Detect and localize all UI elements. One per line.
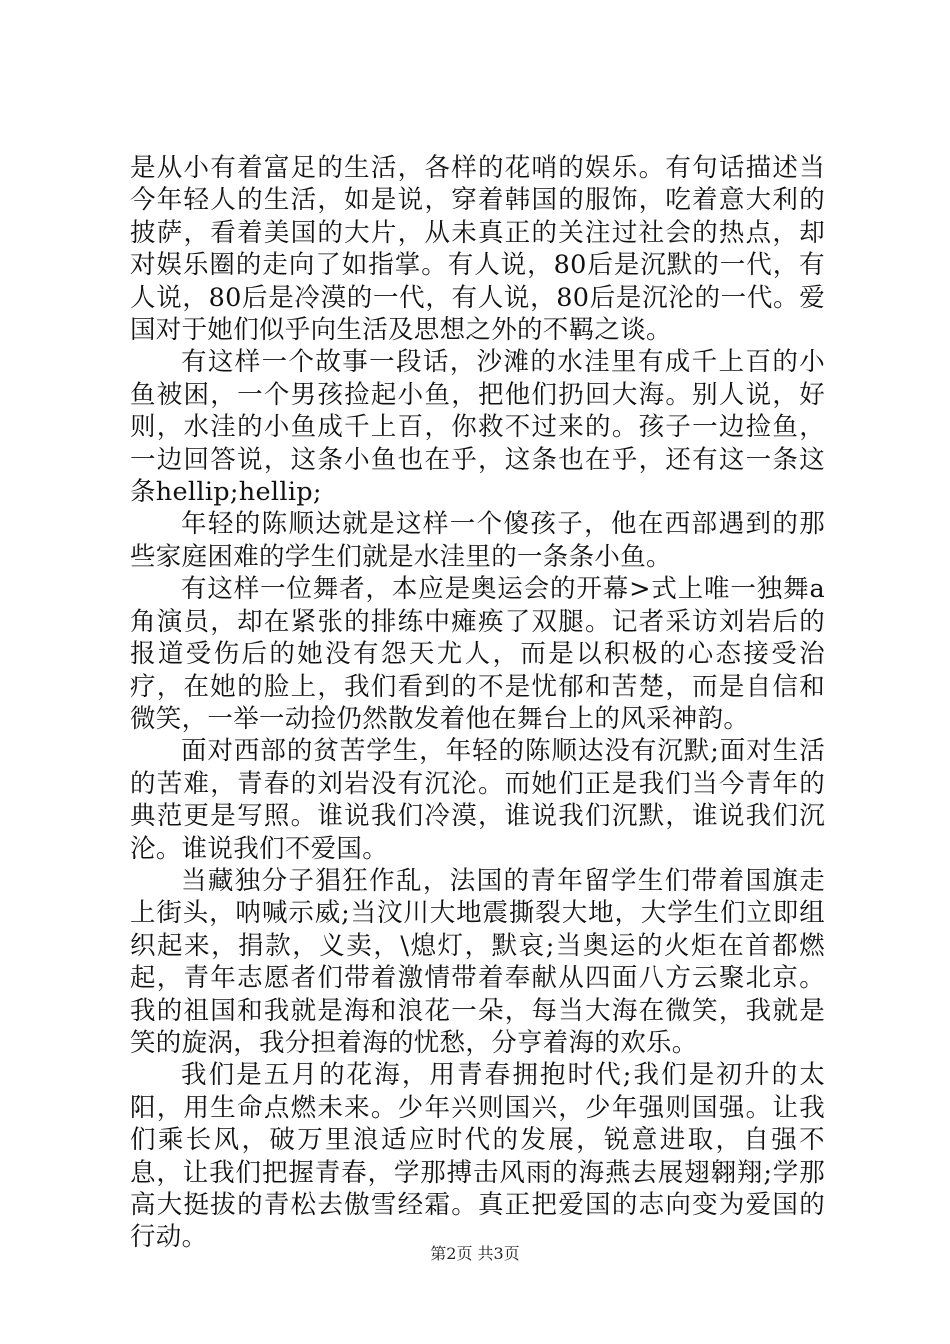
paragraph: 面对西部的贫苦学生，年轻的陈顺达没有沉默;面对生活的苦难，青春的刘岩没有沉沦。而她们正是我们当今青年的典范更是写照。谁说我们冷漠，谁说我们沉默，谁说我们沉沦。谁说我们不爱国。 — [130, 736, 825, 864]
paragraph: 我们是五月的花海，用青春拥抱时代;我们是初升的太阳，用生命点燃未来。少年兴则国兴，少年强则国强。让我们乘长风，破万里浪适应时代的发展，锐意进取，自强不息，让我们把握青春，学那搏击风雨的海燕去展翅翱翔;学那高大挺拔的青松去傲雪经霜。真正把爱国的志向变为爱国的行动。 — [130, 1060, 825, 1253]
paragraph: 是从小有着富足的生活，各样的花哨的娱乐。有句话描述当今年轻人的生活，如是说，穿着韩国的服饰，吃着意大利的披萨，看着美国的大片，从未真正的关注过社会的热点，却对娱乐圈的走向了如指掌。有人说，80后是沉默的一代，有人说，80后是冷漠的一代，有人说，80后是沉沦的一代。爱国对于她们似乎向生活及思想之外的不羁之谈。 — [130, 153, 825, 346]
document-body — [130, 152, 825, 1254]
page-footer — [0, 1244, 950, 1264]
paragraph: 年轻的陈顺达就是这样一个傻孩子，他在西部遇到的那些家庭困难的学生们就是水洼里的一条条小鱼。 — [130, 509, 825, 572]
paragraph: 有这样一位舞者，本应是奥运会的开幕>式上唯一独舞a角演员，却在紧张的排练中瘫痪了双腿。记者采访刘岩后的报道受伤后的她没有怨天尤人，而是以积极的心态接受治疗，在她的脸上，我们看到的不是忧郁和苦楚，而是自信和微笑，一举一动捡仍然散发着他在舞台上的风采神韵。 — [130, 574, 825, 734]
paragraph: 有这样一个故事一段话，沙滩的水洼里有成千上百的小鱼被困，一个男孩捡起小鱼，把他们扔回大海。别人说，好则，水洼的小鱼成千上百，你救不过来的。孩子一边捡鱼，一边回答说，这条小鱼也在乎，这条也在乎，还有这一条这条hellip;hellip; — [130, 347, 825, 508]
page-number: 第2页 共3页 — [430, 1244, 520, 1263]
paragraph: 当藏独分子猖狂作乱，法国的青年留学生们带着国旗走上街头，呐喊示威;当汶川大地震撕裂大地，大学生们立即组织起来，捐款，义卖，\熄灯，默哀;当奥运的火炬在首都燃起，青年志愿者们带着激情带着奉献从四面八方云聚北京。我的祖国和我就是海和浪花一朵，每当大海在微笑，我就是笑的旋涡，我分担着海的忧愁，分亨着海的欢乐。 — [130, 865, 825, 1058]
